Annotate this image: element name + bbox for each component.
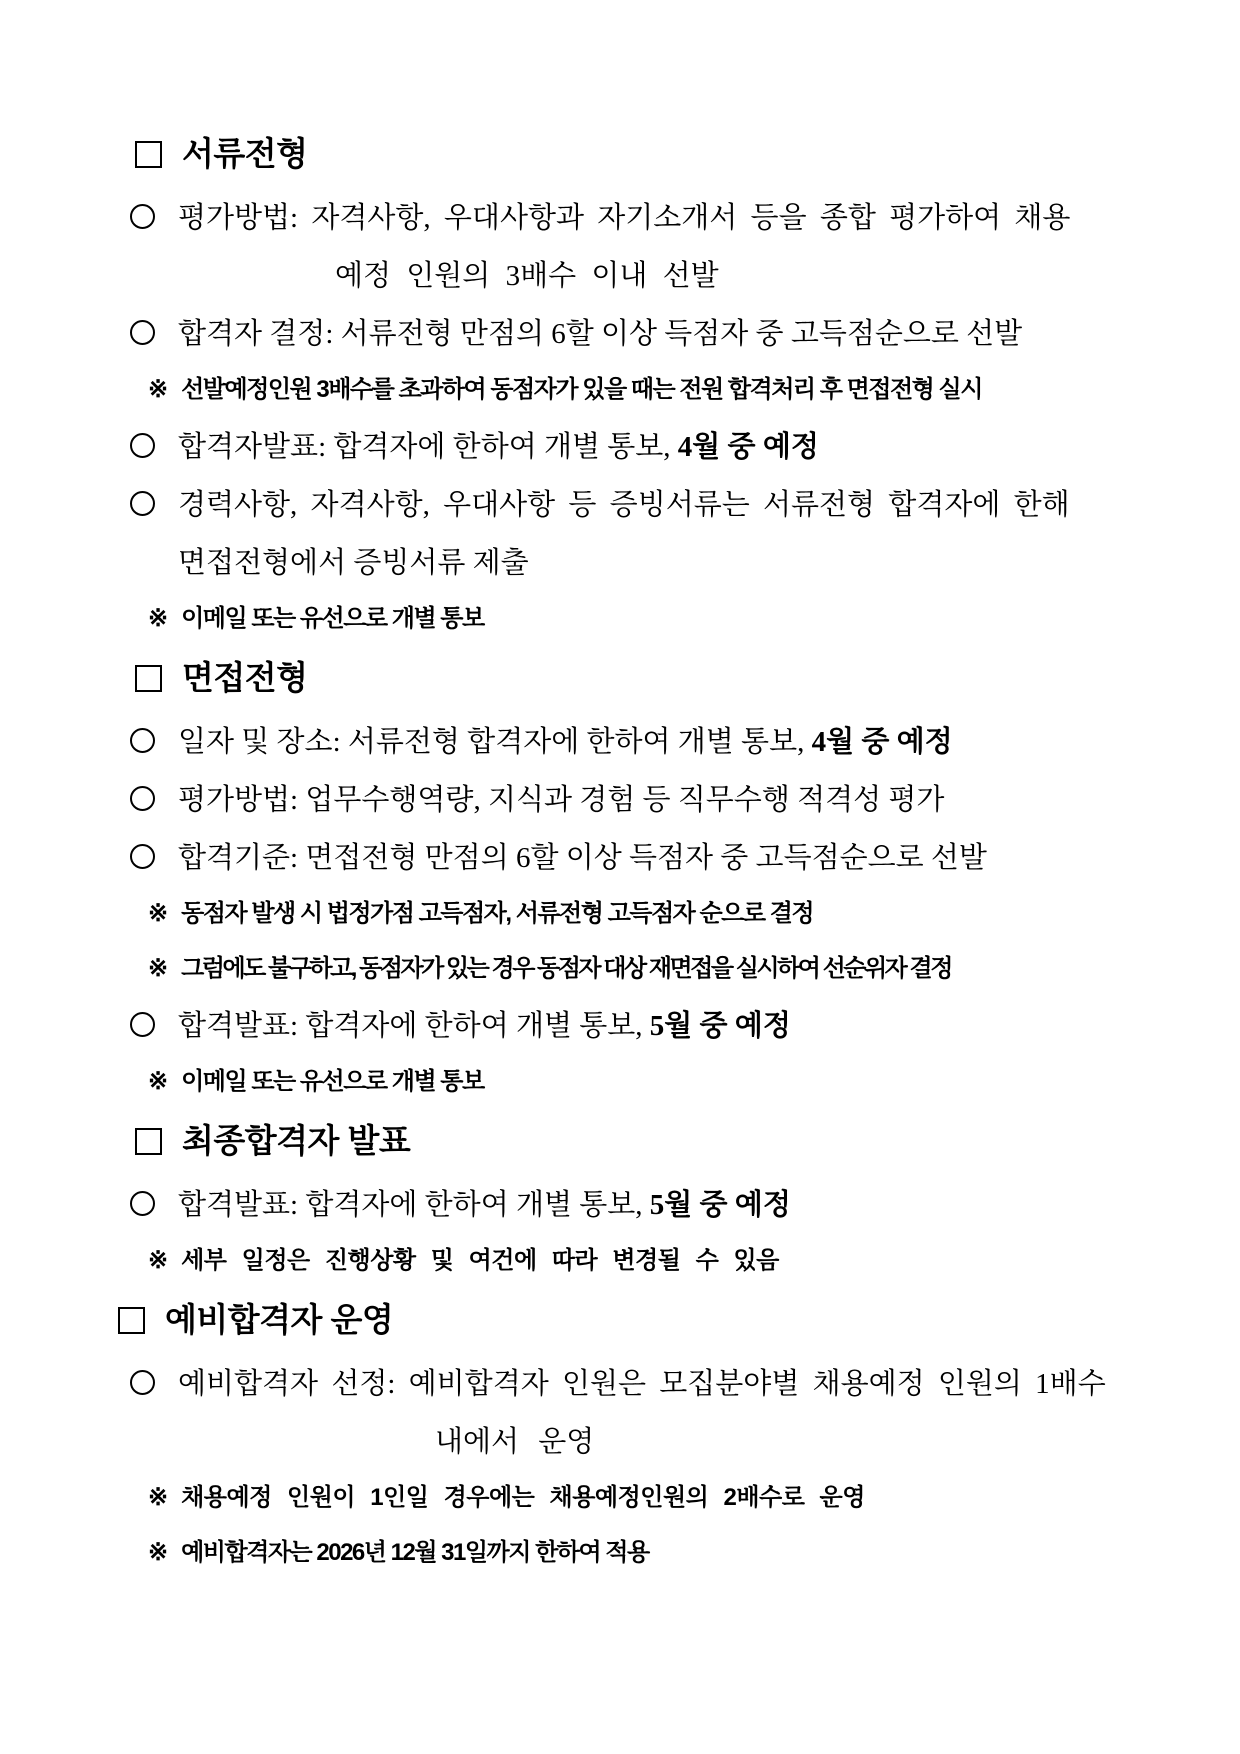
note-marker: ※	[148, 1247, 169, 1274]
bullet-continuation	[0, 258, 1240, 294]
circle-bullet-icon	[130, 844, 155, 869]
note-item	[0, 374, 1240, 406]
bullet-text	[178, 1187, 791, 1223]
bullet-item	[0, 724, 1240, 760]
bullet-text-emphasis: 4월 중 예정	[677, 431, 819, 463]
section-title-reserve-candidates	[0, 1300, 1240, 1340]
section-title-final-pass-announcement	[0, 1121, 1240, 1161]
note-item	[0, 1537, 1240, 1569]
note-item	[0, 1245, 1240, 1277]
bullet-text	[178, 429, 819, 465]
note-marker: ※	[148, 955, 169, 982]
note-item	[0, 1482, 1240, 1514]
bullet-text-normal: 합격발표: 합격자에 한하여 개별 통보,	[178, 1189, 650, 1221]
section-title-text: 면접전형	[182, 659, 308, 696]
bullet-item	[0, 200, 1240, 236]
note-marker: ※	[148, 1484, 169, 1511]
square-bullet-icon	[135, 665, 162, 692]
note-item	[0, 603, 1240, 635]
note-text: 그럼에도 불구하고, 동점자가 있는 경우 동점자 대상 재면접을 실시하여 선순위자 결정	[181, 955, 951, 982]
square-bullet-icon	[118, 1307, 145, 1334]
bullet-item	[0, 316, 1240, 352]
bullet-text-emphasis: 5월 중 예정	[649, 1189, 791, 1221]
section-title-document-screening	[0, 134, 1240, 174]
bullet-text: 면접전형에서 증빙서류 제출	[178, 547, 529, 579]
note-text: 세부 일정은 진행상황 및 여건에 따라 변경될 수 있음	[181, 1247, 779, 1274]
bullet-text: 평가방법: 자격사항, 우대사항과 자기소개서 등을 종합 평가하여 채용	[178, 202, 1071, 234]
note-marker: ※	[148, 1068, 169, 1095]
bullet-text: 내에서 운영	[435, 1426, 595, 1458]
bullet-text	[178, 724, 953, 760]
bullet-item	[0, 1366, 1240, 1402]
square-bullet-icon	[135, 1128, 162, 1155]
note-text: 선발예정인원 3배수를 초과하여 동점자가 있을 때는 전원 합격처리 후 면접전형 실시	[181, 376, 982, 403]
note-item	[0, 953, 1240, 985]
bullet-text-normal: 일자 및 장소: 서류전형 합격자에 한하여 개별 통보,	[178, 726, 812, 758]
circle-bullet-icon	[130, 491, 155, 516]
section-title-text: 예비합격자 운영	[165, 1301, 394, 1338]
bullet-item	[0, 840, 1240, 876]
note-item	[0, 1066, 1240, 1098]
bullet-item	[0, 1187, 1240, 1223]
bullet-item	[0, 429, 1240, 465]
bullet-continuation	[0, 1424, 1240, 1460]
bullet-text-normal: 합격발표: 합격자에 한하여 개별 통보,	[178, 1010, 650, 1042]
circle-bullet-icon	[130, 433, 155, 458]
bullet-text: 경력사항, 자격사항, 우대사항 등 증빙서류는 서류전형 합격자에 한해	[178, 489, 1070, 521]
bullet-continuation	[0, 545, 1240, 581]
bullet-text: 합격자 결정: 서류전형 만점의 6할 이상 득점자 중 고득점순으로 선발	[178, 318, 1023, 350]
bullet-text: 합격기준: 면접전형 만점의 6할 이상 득점자 중 고득점순으로 선발	[178, 842, 987, 874]
note-marker: ※	[148, 900, 169, 927]
circle-bullet-icon	[130, 1012, 155, 1037]
circle-bullet-icon	[130, 786, 155, 811]
bullet-text	[178, 1008, 791, 1044]
note-marker: ※	[148, 376, 169, 403]
circle-bullet-icon	[130, 1191, 155, 1216]
bullet-text: 예비합격자 선정: 예비합격자 인원은 모집분야별 채용예정 인원의 1배수	[178, 1368, 1106, 1400]
section-title-text: 최종합격자 발표	[182, 1122, 411, 1159]
note-item	[0, 898, 1240, 930]
note-text: 동점자 발생 시 법정가점 고득점자, 서류전형 고득점자 순으로 결정	[181, 900, 814, 927]
note-text: 이메일 또는 유선으로 개별 통보	[181, 1068, 484, 1095]
note-text: 채용예정 인원이 1인일 경우에는 채용예정인원의 2배수로 운영	[181, 1484, 865, 1511]
note-marker: ※	[148, 605, 169, 632]
circle-bullet-icon	[130, 204, 155, 229]
bullet-item	[0, 1008, 1240, 1044]
circle-bullet-icon	[130, 320, 155, 345]
section-title-interview	[0, 658, 1240, 698]
note-marker: ※	[148, 1539, 169, 1566]
note-text: 예비합격자는 2026년 12월 31일까지 한하여 적용	[181, 1539, 649, 1566]
bullet-text: 평가방법: 업무수행역량, 지식과 경험 등 직무수행 적격성 평가	[178, 784, 945, 816]
note-text: 이메일 또는 유선으로 개별 통보	[181, 605, 484, 632]
bullet-text-normal: 합격자발표: 합격자에 한하여 개별 통보,	[178, 431, 678, 463]
bullet-text-emphasis: 4월 중 예정	[811, 726, 953, 758]
section-title-text: 서류전형	[182, 135, 308, 172]
bullet-item	[0, 782, 1240, 818]
bullet-item	[0, 487, 1240, 523]
circle-bullet-icon	[130, 728, 155, 753]
bullet-text-emphasis: 5월 중 예정	[649, 1010, 791, 1042]
bullet-text: 예정 인원의 3배수 이내 선발	[335, 260, 719, 292]
square-bullet-icon	[135, 141, 162, 168]
circle-bullet-icon	[130, 1370, 155, 1395]
